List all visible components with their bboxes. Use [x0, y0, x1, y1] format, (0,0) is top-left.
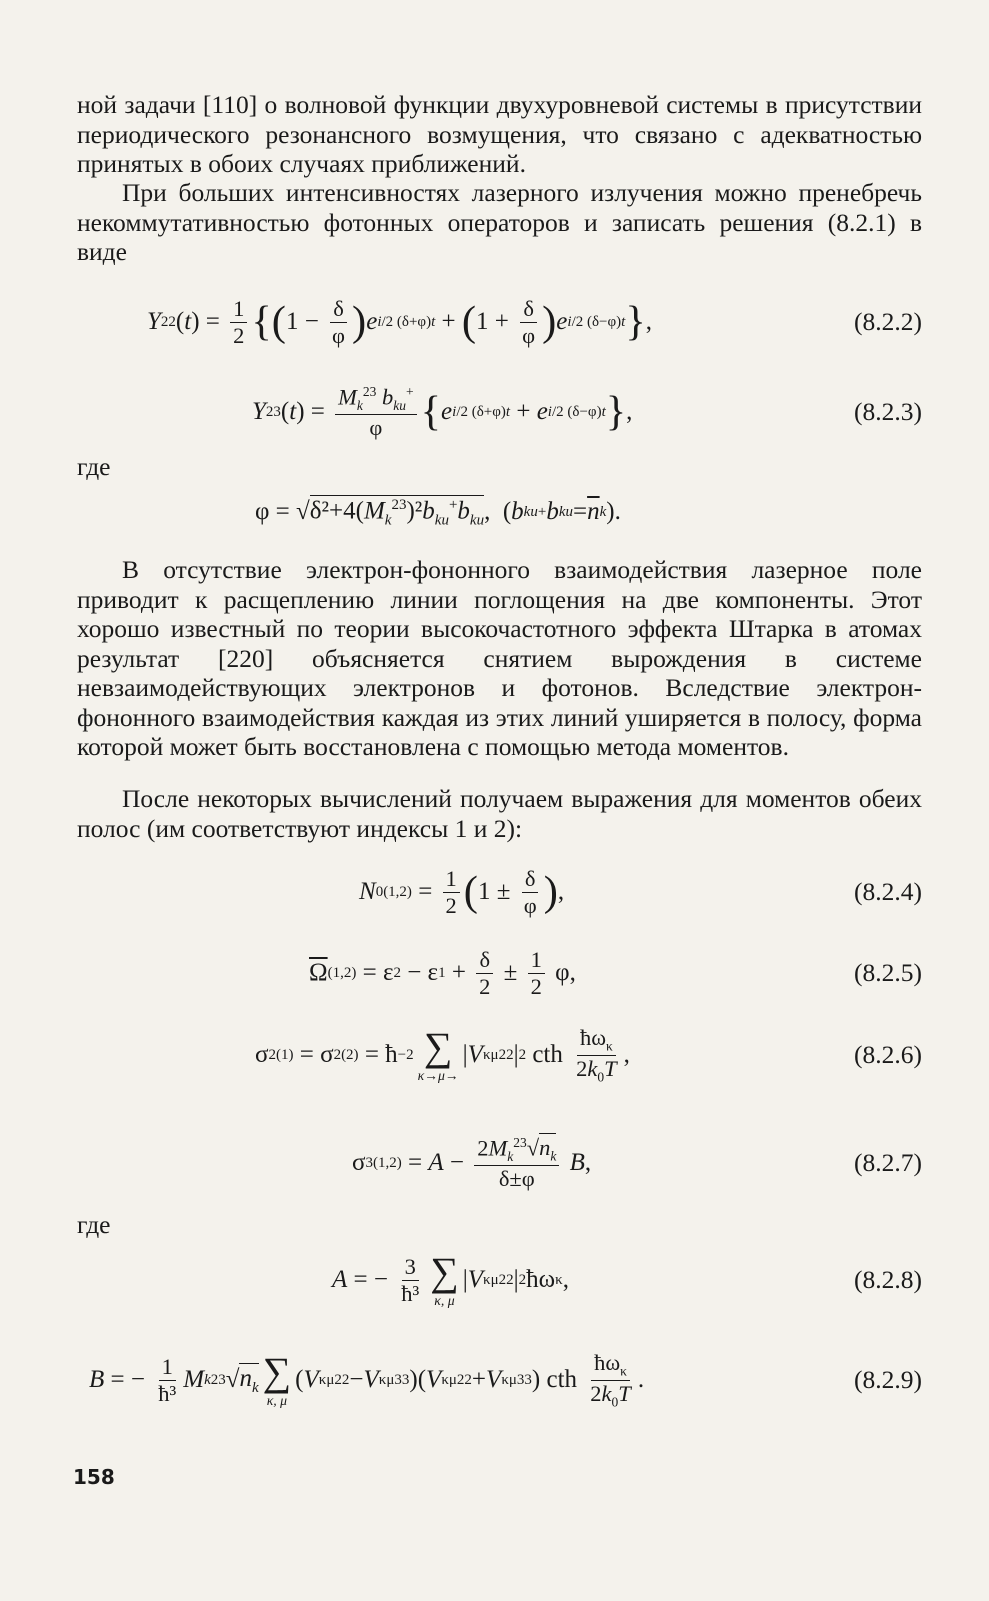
formula-sigma3: σ 3 (1,2) = A − $\frac{2M_k^{23}√n_k}{\delta\pm\varphi}$ B ,	[352, 1134, 592, 1191]
formula-omega-mean: $\overline{\Omega}$ (1,2) = ε 2 − ε 1 + $\frac{\delta}{2}$ ± $\frac{1}{2}$ φ,	[309, 946, 576, 999]
equation-number: (8.2.3)	[854, 397, 922, 426]
equation-number: (8.2.7)	[854, 1148, 922, 1177]
equation-8-2-5	[77, 943, 922, 1003]
page-number: 158	[73, 1465, 115, 1489]
equation-8-2-2	[77, 292, 922, 352]
equation-8-2-8	[77, 1250, 922, 1310]
equation-8-2-9	[77, 1350, 922, 1410]
formula-y23: Y 23 ( t ) = $\frac{M_k^{23} b_{ku}^+}{\varphi}$ { e i/2 (δ+φ)t + e i/2 (δ−φ)t } ,	[252, 383, 633, 440]
equation-number: (8.2.6)	[854, 1040, 922, 1069]
formula-phi: φ = √ $\delta^2+4(M_k^{23})^2b_{ku}^+b_{ku}$ , ( b ku + b ku = $\overline{n}$ k ).	[255, 496, 621, 529]
formula-sigma2: σ 2 (1) = σ 2 (2) = ħ −2 ∑ κ→μ→ | V κμ 22 | 2 cth $\frac{ħ\omega_\kappa}{2k_0T}$ ,	[255, 1024, 630, 1084]
equation-8-2-4	[77, 862, 922, 922]
paragraph-continuation: ной задачи [110] о волновой функции двухуровневой системы в присутствии периодического резонансного возмущения, что связано с адекватностью принятых в обоих случаях приближений.	[77, 90, 922, 178]
equation-number: (8.2.9)	[854, 1365, 922, 1394]
paragraph-stark-effect: В отсутствие электрон-фононного взаимодействия лазерное поле приводит к расщеплению линии поглощения на две компоненты. Этот хорошо известный по теории высокочастотного эффекта Штарка в атомах результат [220] объясняется снятием вырождения в системе невзаимодействующих электронов и фотонов. Вследствие электрон-фононного взаимодействия каждая из этих линий уширяется в полосу, форма которой может быть восстановлена с помощью метода моментов.	[77, 555, 922, 761]
equation-number: (8.2.8)	[854, 1265, 922, 1294]
label-where: где	[77, 452, 111, 481]
formula-a: A = − $\frac{3}{\text{ħ³}}$ ∑ κ, μ | V κμ 22 | 2 ħω κ ,	[332, 1249, 569, 1309]
formula-b: B = − $\frac{1}{\text{ħ³}}$ M k 23 √ $n_k$ ∑ κ, μ ( V κμ 22 − V κμ 33 )( V κμ 22 + V κμ 33 ) cth $\frac{ħ\omega_\kappa}{2k_0T}$ .	[89, 1349, 645, 1409]
equation-8-2-7	[77, 1133, 922, 1193]
paragraph-moments: После некоторых вычислений получаем выражения для моментов обеих полос (им соответствуют индексы 1 и 2):	[77, 784, 922, 843]
formula-y22: Y 22 ( t ) = $\frac{1}{2}$ {( 1 − $\frac{\delta}{\varphi}$ ) e i/2 (δ+φ)t + ( 1 + $\frac{\delta}{\varphi}$ ) e i/2 (δ−φ)t } ,	[147, 295, 652, 348]
label-where: где	[77, 1210, 111, 1239]
equation-8-2-3	[77, 382, 922, 442]
equation-number: (8.2.4)	[854, 877, 922, 906]
paragraph-intensity: При больших интенсивностях лазерного излучения можно пренебречь некоммутативностью фотонных операторов и записать решения (8.2.1) в виде	[77, 178, 922, 266]
equation-phi-definition	[77, 482, 922, 542]
equation-8-2-6	[77, 1025, 922, 1085]
formula-n0: N 0 (1,2) = $\frac{1}{2}$ ( 1 ± $\frac{\delta}{\varphi}$ ) ,	[359, 865, 565, 918]
equation-number: (8.2.5)	[854, 958, 922, 987]
equation-number: (8.2.2)	[854, 307, 922, 336]
